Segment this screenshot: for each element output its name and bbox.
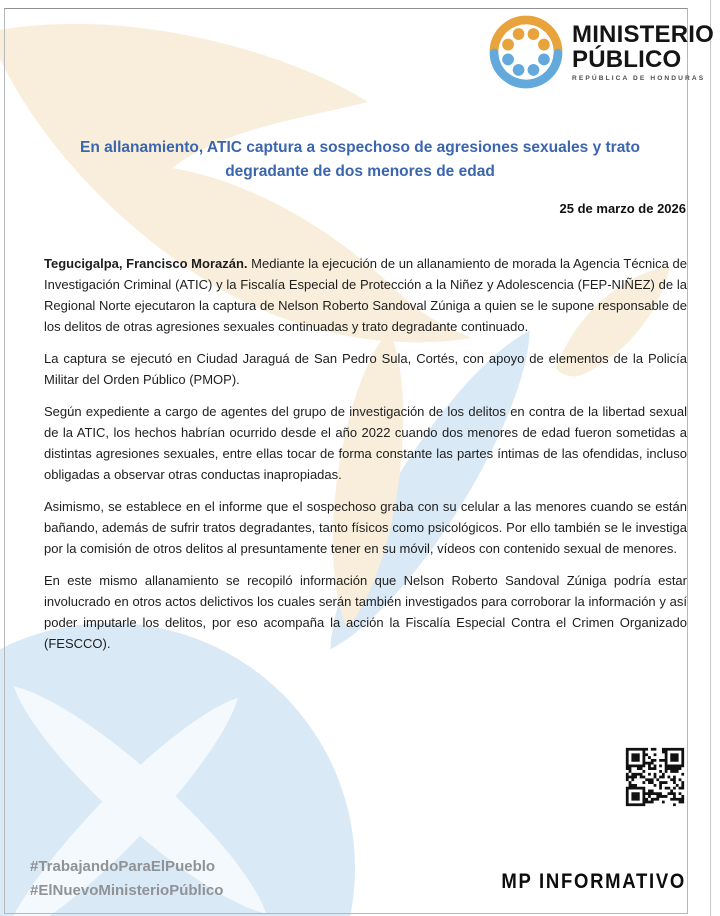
hashtag-trabajando: #TrabajandoParaElPueblo [30,858,216,875]
article-paragraph [44,570,687,654]
scan-edge-line [710,0,711,916]
mp-people-ring-icon [486,12,566,92]
logo-line-ministerio: MINISTERIO [572,21,715,48]
press-release-date: 25 de marzo de 2026 [559,201,686,216]
article-paragraph [44,496,687,559]
hashtag-nuevo-mp: #ElNuevoMinisterioPúblico [30,882,224,899]
paragraph-text: Según expediente a cargo de agentes del grupo de investigación de los delitos en contra de la libertad sexual de la ATIC, los hechos habrían ocurrido desde el año 2022 cuando dos menores de edad fueron sometidas a distintas agresiones sexuales, entre ellas tocar de forma constante las partes íntimas de las ofendidas, incluso obligadas a observar otras conductas inapropiadas. [44,404,687,482]
paragraph-text: Mediante la ejecución de un allanamiento de morada la Agencia Técnica de Investigación Criminal (ATIC) y la Fiscalía Especial de Protección a la Niñez y Adolescencia (FEP-NIÑEZ) de la Regional Norte ejecutaron la captura de Nelson Roberto Sandoval Zúniga a quien se le supone responsable de los delitos de otras agresiones sexuales continuadas y trato degradante continuado. [44,256,687,334]
qr-code [624,746,686,808]
dateline: Tegucigalpa, Francisco Morazán. [44,256,252,271]
ministerio-publico-logo [486,12,714,92]
press-release-title: En allanamiento, ATIC captura a sospechoso de agresiones sexuales y trato degradante de dos menores de edad [80,139,640,180]
article-paragraph [44,253,687,337]
paragraph-text: Asimismo, se establece en el informe que el sospechoso graba con su celular a las menores cuando se están bañando, además de sufrir tratos degradantes, tanto físicos como psicológicos. Por ello también se le investiga por la comisión de otros delitos al presuntamente tener en su móvil, vídeos con contenido sexual de menores. [44,499,687,556]
article-paragraph [44,401,687,485]
logo-wordmark [572,12,714,82]
article-paragraph [44,348,687,390]
logo-tagline: REPÚBLICA DE HONDURAS [572,75,706,82]
mp-informativo-brand: MP INFORMATIVO [501,869,686,893]
press-release-body [44,253,687,665]
paragraph-text: En este mismo allanamiento se recopiló información que Nelson Roberto Sandoval Zúniga podría estar involucrado en otros actos delictivos los cuales serán también investigados para corroborar la información y así poder imputarle los delitos, por eso acompaña la acción la Fiscalía Especial Contra el Crimen Organizado (FESCCO). [44,573,687,651]
logo-line-publico: PÚBLICO [572,46,682,73]
paragraph-text: La captura se ejecutó en Ciudad Jaraguá de San Pedro Sula, Cortés, con apoyo de elementos de la Policía Militar del Orden Público (PMOP). [44,351,687,387]
